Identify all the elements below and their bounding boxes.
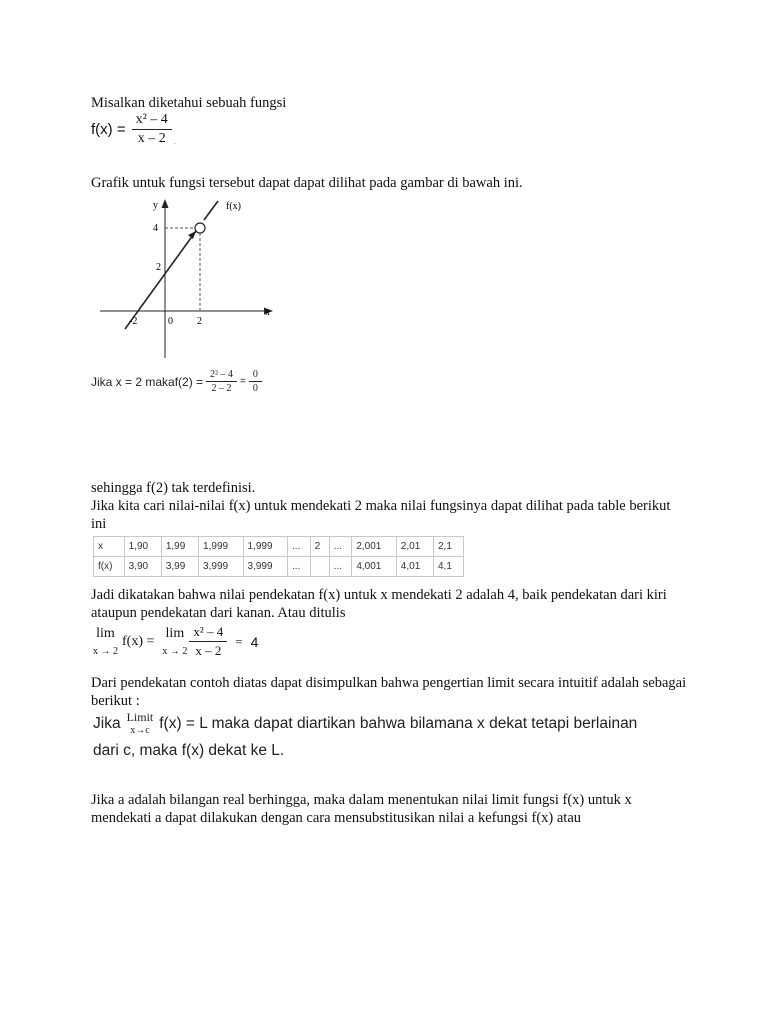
definition-line-1	[93, 711, 733, 736]
function-period: .	[173, 136, 177, 147]
table-cell: f(x)	[94, 557, 125, 577]
table-cell: 3,999	[199, 557, 243, 577]
limit-numerator: x² – 4	[189, 624, 227, 642]
x-axis-label: x	[265, 307, 270, 318]
limit-result: 4	[250, 633, 259, 650]
function-line-right	[204, 201, 218, 220]
line-arrow-icon	[188, 231, 196, 239]
definition-jika: Jika	[93, 714, 121, 732]
table-row	[94, 557, 464, 577]
limit-equation	[93, 624, 258, 659]
graph-intro-text: Grafik untuk fungsi tersebut dapat dapat dilihat pada gambar di bawah ini.	[91, 175, 523, 191]
conclusion-text: Jadi dikatakan bahwa nilai pendekatan f(x) untuk x mendekati 2 adalah 4, baik pendekatan dari kiri ataupun pendekatan dari kanan. Atau ditulis	[91, 587, 667, 621]
table-cell: 4,1	[434, 557, 464, 577]
limit-right-lim: lim	[165, 625, 185, 641]
f2-denominator: 2 – 2	[211, 383, 232, 394]
fx-label: f(x)	[226, 201, 241, 212]
table-cell: 3,999	[243, 557, 287, 577]
table-cell: 2,001	[352, 537, 396, 557]
undefined-note: sehingga f(2) tak terdefinisi.	[91, 480, 256, 496]
table-row	[94, 537, 464, 557]
f2-result-numerator: 0	[249, 369, 262, 382]
definition-limit	[127, 711, 154, 736]
limit-right-sub: x → 2	[162, 645, 188, 657]
limit-left-sub: x → 2	[93, 645, 118, 657]
function-definition	[91, 112, 177, 147]
f2-evaluation	[91, 369, 262, 394]
function-lhs: f(x) =	[91, 121, 126, 138]
final-paragraph: Jika a adalah bilangan real berhingga, maka dalam menentukan nilai limit fungsi f(x) untuk x mendekati a dapat dilakukan dengan cara mensubstitusikan nilai a kefungsi f(x) atau	[91, 792, 632, 826]
y-axis-label: y	[153, 200, 158, 211]
y-axis-arrow-icon	[162, 199, 169, 208]
definition-limit-sub: x→c	[130, 725, 150, 736]
values-table	[93, 536, 464, 577]
table-cell: 2,1	[434, 537, 464, 557]
table-cell: 1,90	[124, 537, 161, 557]
definition-line-1-text: f(x) = L maka dapat diartikan bahwa bilamana x dekat tetapi berlainan	[159, 714, 638, 732]
table-cell: ...	[329, 557, 352, 577]
function-line-left	[125, 231, 196, 329]
f2-fraction	[206, 369, 237, 394]
definition-limit-word: Limit	[126, 710, 154, 724]
limit-left	[93, 627, 118, 657]
limit-left-lim: lim	[96, 625, 115, 641]
table-cell	[310, 557, 329, 577]
function-numerator: x² – 4	[132, 112, 172, 130]
table-cell: ...	[287, 557, 310, 577]
open-circle-hole	[195, 223, 205, 233]
table-intro-text: Jika kita cari nilai-nilai f(x) untuk mendekati 2 maka nilai fungsinya dapat dilihat pada table berikut ini	[91, 498, 671, 532]
limit-denominator: x – 2	[195, 643, 222, 658]
function-fraction	[132, 112, 172, 147]
tick-label-y2: 2	[156, 262, 161, 273]
tick-label-xm2: -2	[129, 316, 138, 327]
f2-result-denominator: 0	[252, 383, 258, 394]
function-denominator: x – 2	[137, 131, 166, 146]
function-graph	[95, 193, 285, 363]
table-cell: 1,99	[161, 537, 198, 557]
limit-fraction	[189, 624, 227, 659]
tick-label-y4: 4	[153, 223, 158, 234]
table-cell: 3,90	[124, 557, 161, 577]
table-cell: 2,01	[396, 537, 433, 557]
limit-definition	[93, 711, 733, 760]
limit-right	[162, 627, 187, 657]
definition-line-2: dari c, maka f(x) dekat ke L.	[93, 742, 285, 759]
table-cell: ...	[287, 537, 310, 557]
limit-equals: =	[235, 633, 243, 649]
f2-result-fraction	[249, 369, 262, 394]
f2-numerator: 2² – 4	[206, 369, 237, 382]
table-cell: 4,01	[396, 557, 433, 577]
table-cell: 4,001	[352, 557, 396, 577]
table-cell: 1,999	[199, 537, 243, 557]
table-cell: 1,999	[243, 537, 287, 557]
f2-equals: =	[240, 376, 246, 387]
table-cell: 3,99	[161, 557, 198, 577]
table-cell: x	[94, 537, 125, 557]
intro-text: Misalkan diketahui sebuah fungsi	[91, 95, 287, 111]
limit-fx: f(x) =	[122, 633, 155, 649]
table-cell: 2	[310, 537, 329, 557]
tick-label-x2: 2	[197, 316, 202, 327]
f2-prefix: Jika x = 2 makaf(2) =	[91, 374, 204, 389]
definition-intro-text: Dari pendekatan contoh diatas dapat disimpulkan bahwa pengertian limit secara intuitif adalah sebagai berikut :	[91, 675, 687, 709]
tick-label-x0: 0	[168, 316, 173, 327]
table-cell: ...	[329, 537, 352, 557]
